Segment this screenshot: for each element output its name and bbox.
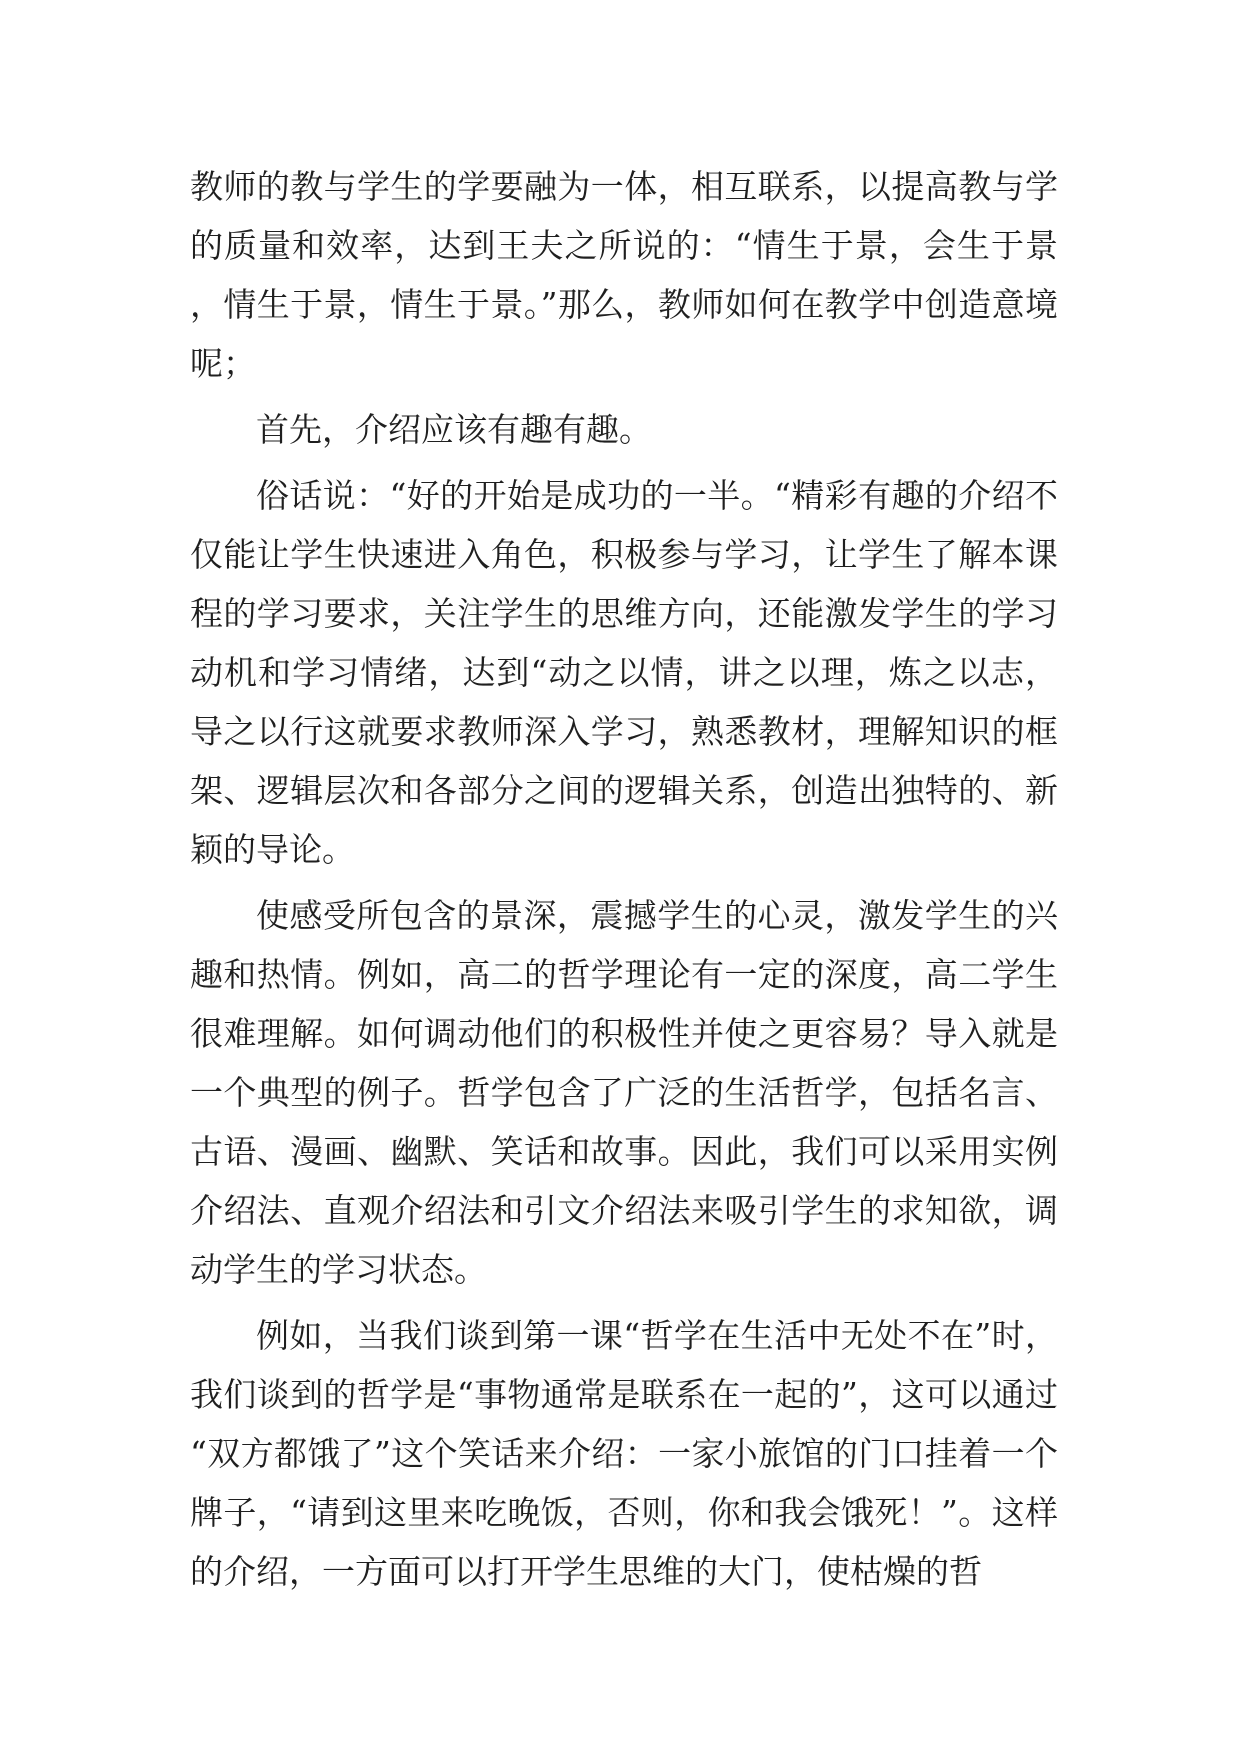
paragraph-5: 例如，当我们谈到第一课“哲学在生活中无处不在”时，我们谈到的哲学是“事物通常是联系在一起的”，这可以通过“双方都饿了”这个笑话来介绍：一家小旅馆的门口挂着一个牌子，“请到这里来吃晚饭，否则，你和我会饿死！”。这样的介绍，一方面可以打开学生思维的大门，使枯燥的哲	[190, 1316, 1058, 1591]
document-body	[190, 157, 1058, 1608]
paragraph-3: 俗话说：“好的开始是成功的一半。“精彩有趣的介绍不仅能让学生快速进入角色，积极参与学习，让学生了解本课程的学习要求，关注学生的思维方向，还能激发学生的学习动机和学习情绪，达到“动之以情，讲之以理，炼之以志，导之以行这就要求教师深入学习，熟悉教材，理解知识的框架、逻辑层次和各部分之间的逻辑关系，创造出独特的、新颖的导论。	[190, 476, 1058, 869]
paragraph-4: 使感受所包含的景深，震撼学生的心灵，激发学生的兴趣和热情。例如，高二的哲学理论有一定的深度，高二学生很难理解。如何调动他们的积极性并使之更容易？导入就是一个典型的例子。哲学包含了广泛的生活哲学，包括名言、古语、漫画、幽默、笑话和故事。因此，我们可以采用实例介绍法、直观介绍法和引文介绍法来吸引学生的求知欲，调动学生的学习状态。	[190, 896, 1058, 1289]
paragraph-2: 首先，介绍应该有趣有趣。	[256, 410, 652, 449]
paragraph-1: 教师的教与学生的学要融为一体，相互联系，以提高教与学的质量和效率，达到王夫之所说的：“情生于景，会生于景，情生于景，情生于景。”那么，教师如何在教学中创造意境呢；	[190, 167, 1058, 383]
